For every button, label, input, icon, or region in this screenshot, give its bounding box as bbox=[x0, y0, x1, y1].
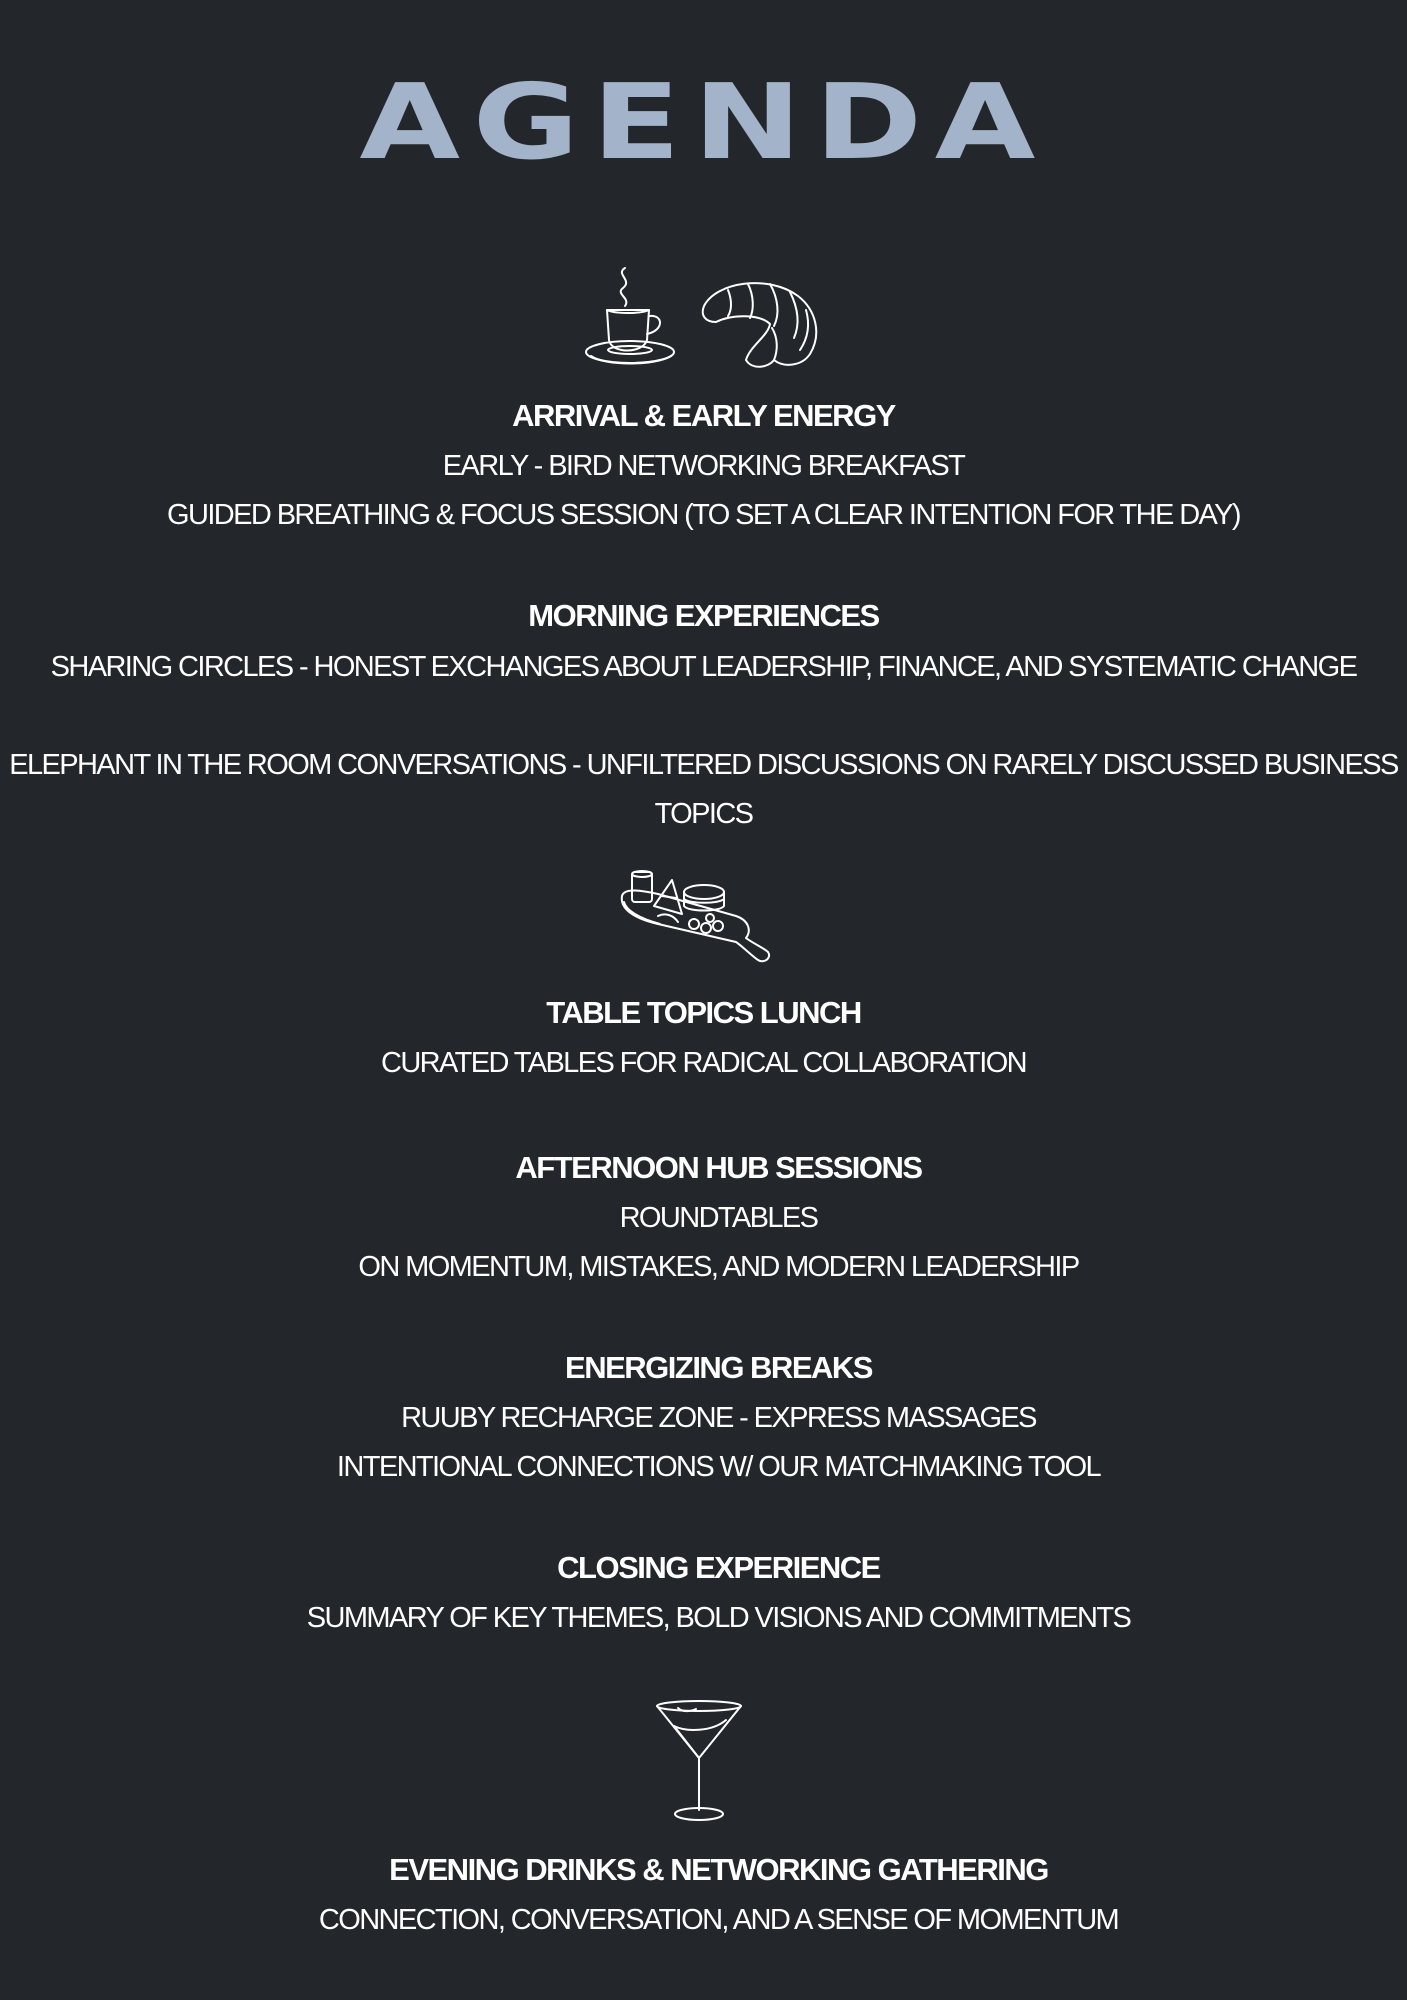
section-line bbox=[0, 1906, 1407, 1935]
section-line-text: CURATED TABLES FOR RADICAL COLLABORATION bbox=[380, 1047, 1027, 1079]
croissant-icon bbox=[698, 276, 823, 371]
section-evening bbox=[0, 1854, 1407, 1885]
section-heading: EVENING DRINKS & NETWORKING GATHERING bbox=[389, 1852, 1048, 1887]
section-line-text: ON MOMENTUM, MISTAKES, AND MODERN LEADERSHIP bbox=[358, 1251, 1079, 1283]
section-closing bbox=[0, 1552, 1407, 1583]
section-line bbox=[0, 1253, 1407, 1282]
cocktail-glass-icon bbox=[656, 1700, 746, 1825]
section-morning bbox=[0, 600, 1407, 631]
section-breaks bbox=[0, 1352, 1407, 1383]
coffee-cup-icon bbox=[585, 262, 685, 372]
section-line bbox=[0, 1453, 1407, 1482]
section-line bbox=[0, 1604, 1407, 1633]
section-line-text: EARLY - BIRD NETWORKING BREAKFAST bbox=[442, 450, 965, 482]
section-line-text: ROUNDTABLES bbox=[619, 1202, 818, 1234]
section-line-text: SUMMARY OF KEY THEMES, BOLD VISIONS AND COMMITMENTS bbox=[306, 1602, 1131, 1634]
section-line-text: CONNECTION, CONVERSATION, AND A SENSE OF MOMENTUM bbox=[318, 1904, 1119, 1936]
section-line bbox=[0, 653, 1407, 682]
section-line bbox=[0, 501, 1407, 530]
section-heading: MORNING EXPERIENCES bbox=[528, 598, 879, 633]
section-line bbox=[0, 452, 1407, 481]
section-line bbox=[0, 800, 1407, 829]
section-line-text: GUIDED BREATHING & FOCUS SESSION (TO SET A CLEAR INTENTION FOR THE DAY) bbox=[167, 499, 1240, 531]
section-line-text: INTENTIONAL CONNECTIONS W/ OUR MATCHMAKING TOOL bbox=[336, 1451, 1101, 1483]
section-heading: AFTERNOON HUB SESSIONS bbox=[515, 1150, 922, 1185]
page-title: AGENDA bbox=[359, 61, 1048, 183]
section-arrival bbox=[0, 400, 1407, 431]
section-line-text: TOPICS bbox=[654, 798, 753, 830]
section-heading: TABLE TOPICS LUNCH bbox=[546, 995, 861, 1030]
section-line-text: RUUBY RECHARGE ZONE - EXPRESS MASSAGES bbox=[401, 1402, 1036, 1434]
section-heading: ARRIVAL & EARLY ENERGY bbox=[512, 398, 895, 433]
section-line bbox=[0, 1049, 1407, 1078]
section-afternoon bbox=[0, 1152, 1407, 1183]
section-lunch bbox=[0, 997, 1407, 1028]
section-line bbox=[0, 1404, 1407, 1433]
section-heading: CLOSING EXPERIENCE bbox=[557, 1550, 880, 1585]
section-line bbox=[0, 1204, 1407, 1233]
section-line bbox=[0, 751, 1407, 780]
section-line-text: SHARING CIRCLES - HONEST EXCHANGES ABOUT LEADERSHIP, FINANCE, AND SYSTEMATIC CHANGE bbox=[50, 651, 1357, 683]
section-line-text: ELEPHANT IN THE ROOM CONVERSATIONS - UNFILTERED DISCUSSIONS ON RARELY DISCUSSED BUSINESS bbox=[9, 749, 1398, 781]
charcuterie-board-icon bbox=[618, 866, 778, 971]
section-heading: ENERGIZING BREAKS bbox=[565, 1350, 872, 1385]
